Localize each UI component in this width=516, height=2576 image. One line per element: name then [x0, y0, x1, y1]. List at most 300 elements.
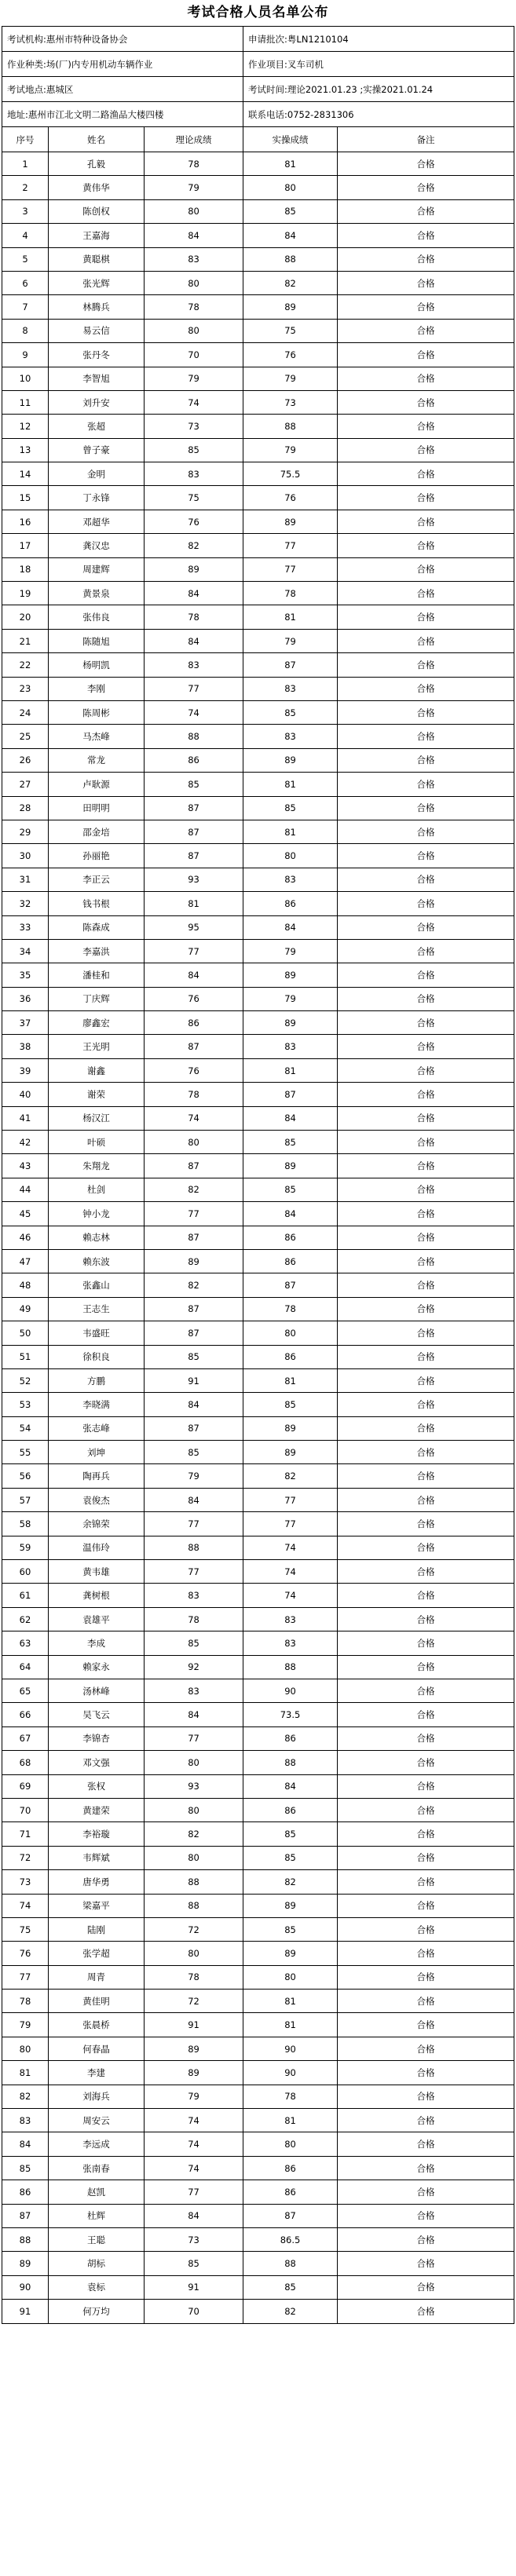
practical-score-cell: 83 [243, 725, 338, 748]
theory-score-cell: 83 [145, 1679, 243, 1703]
row-index-cell: 77 [2, 1965, 49, 1989]
row-index-cell: 47 [2, 1249, 49, 1273]
theory-score-cell: 74 [145, 700, 243, 724]
person-name-cell: 王聪 [49, 2227, 145, 2251]
practical-score-cell: 85 [243, 1131, 338, 1154]
remark-cell: 合格 [338, 2204, 514, 2227]
person-name-cell: 李正云 [49, 868, 145, 891]
practical-score-cell: 77 [243, 557, 338, 581]
practical-score-cell: 86.5 [243, 2227, 338, 2251]
person-name-cell: 刘海兵 [49, 2085, 145, 2108]
remark-cell: 合格 [338, 2061, 514, 2085]
theory-score-cell: 86 [145, 1011, 243, 1035]
person-name-cell: 李嘉洪 [49, 939, 145, 963]
theory-score-cell: 83 [145, 1584, 243, 1607]
row-index-cell: 11 [2, 390, 49, 414]
theory-score-cell: 89 [145, 2061, 243, 2085]
theory-score-cell: 91 [145, 2275, 243, 2299]
row-index-cell: 13 [2, 438, 49, 462]
row-index-cell: 58 [2, 1512, 49, 1536]
row-index-cell: 1 [2, 152, 49, 176]
practical-score-cell: 83 [243, 868, 338, 891]
table-row [2, 1798, 514, 1821]
person-name-cell: 叶硕 [49, 1131, 145, 1154]
theory-score-cell: 77 [145, 1512, 243, 1536]
person-name-cell: 黄景泉 [49, 582, 145, 605]
row-index-cell: 81 [2, 2061, 49, 2085]
remark-cell: 合格 [338, 773, 514, 796]
remark-cell: 合格 [338, 820, 514, 843]
table-row [2, 892, 514, 915]
practical-score-cell: 75 [243, 319, 338, 342]
practical-score-cell: 80 [243, 2132, 338, 2156]
theory-score-cell: 84 [145, 1703, 243, 1726]
theory-score-cell: 80 [145, 1942, 243, 1965]
theory-score-cell: 93 [145, 868, 243, 891]
table-row [2, 1345, 514, 1368]
person-name-cell: 张丹冬 [49, 343, 145, 367]
address-value: 惠州市江北文明二路渔品大楼四楼 [27, 108, 164, 120]
theory-score-cell: 80 [145, 1751, 243, 1774]
theory-score-cell: 77 [145, 1726, 243, 1750]
person-name-cell: 孔毅 [49, 152, 145, 176]
remark-cell: 合格 [338, 343, 514, 367]
person-name-cell: 黄佳明 [49, 1990, 145, 2013]
person-name-cell: 曾子豪 [49, 438, 145, 462]
table-row [2, 152, 514, 176]
remark-cell: 合格 [338, 1488, 514, 1511]
remark-cell: 合格 [338, 1297, 514, 1321]
person-name-cell: 张超 [49, 415, 145, 438]
table-row [2, 1226, 514, 1249]
table-row [2, 247, 514, 271]
remark-cell: 合格 [338, 390, 514, 414]
remark-cell: 合格 [338, 438, 514, 462]
table-row [2, 295, 514, 319]
remark-cell: 合格 [338, 510, 514, 533]
row-index-cell: 90 [2, 2275, 49, 2299]
remark-cell: 合格 [338, 1679, 514, 1703]
remark-cell: 合格 [338, 1202, 514, 1226]
table-row [2, 1035, 514, 1058]
practical-score-cell: 84 [243, 1106, 338, 1130]
row-index-cell: 35 [2, 963, 49, 987]
row-index-cell: 24 [2, 700, 49, 724]
theory-score-cell: 84 [145, 224, 243, 247]
person-name-cell: 杜剑 [49, 1178, 145, 1201]
person-name-cell: 吴飞云 [49, 1703, 145, 1726]
theory-score-cell: 86 [145, 748, 243, 772]
remark-cell: 合格 [338, 271, 514, 294]
row-index-cell: 17 [2, 534, 49, 557]
table-row [2, 2013, 514, 2037]
theory-score-cell: 84 [145, 963, 243, 987]
remark-cell: 合格 [338, 1058, 514, 1082]
remark-cell: 合格 [338, 1822, 514, 1846]
theory-score-cell: 80 [145, 1798, 243, 1821]
table-row [2, 390, 514, 414]
theory-score-cell: 87 [145, 1321, 243, 1345]
theory-score-cell: 82 [145, 1178, 243, 1201]
info-row-category [2, 52, 514, 77]
practical-score-cell: 85 [243, 199, 338, 223]
table-row [2, 1822, 514, 1846]
person-name-cell: 李晓满 [49, 1393, 145, 1416]
work-category-cell [2, 52, 243, 77]
practical-score-cell: 87 [243, 1273, 338, 1297]
remark-cell: 合格 [338, 2013, 514, 2037]
row-index-cell: 8 [2, 319, 49, 342]
row-index-cell: 46 [2, 1226, 49, 1249]
info-row-address [2, 102, 514, 127]
practical-score-cell: 81 [243, 2109, 338, 2132]
remark-cell: 合格 [338, 1178, 514, 1201]
practical-score-cell: 81 [243, 773, 338, 796]
person-name-cell: 杨明凯 [49, 653, 145, 677]
practical-score-cell: 84 [243, 915, 338, 939]
table-row [2, 1106, 514, 1130]
remark-cell: 合格 [338, 629, 514, 652]
row-index-cell: 2 [2, 176, 49, 199]
exam-site-cell [2, 77, 243, 102]
info-row-site [2, 77, 514, 102]
theory-score-cell: 79 [145, 1464, 243, 1488]
person-name-cell: 刘坤 [49, 1441, 145, 1464]
practical-score-cell: 85 [243, 796, 338, 820]
theory-score-cell: 78 [145, 605, 243, 629]
row-index-cell: 78 [2, 1990, 49, 2013]
person-name-cell: 陈创权 [49, 199, 145, 223]
row-index-cell: 73 [2, 1870, 49, 1894]
table-row [2, 987, 514, 1010]
theory-score-cell: 93 [145, 1774, 243, 1798]
practical-score-cell: 88 [243, 247, 338, 271]
table-row [2, 1416, 514, 1440]
theory-score-cell: 88 [145, 1894, 243, 1917]
practical-score-cell: 90 [243, 2061, 338, 2085]
row-index-cell: 60 [2, 1560, 49, 1584]
person-name-cell: 陈森成 [49, 915, 145, 939]
table-row [2, 2300, 514, 2323]
practical-score-cell: 87 [243, 1083, 338, 1106]
row-index-cell: 63 [2, 1631, 49, 1655]
person-name-cell: 余锦荣 [49, 1512, 145, 1536]
practical-score-cell: 82 [243, 2300, 338, 2323]
remark-cell: 合格 [338, 653, 514, 677]
theory-score-cell: 91 [145, 2013, 243, 2037]
remark-cell: 合格 [338, 415, 514, 438]
remark-cell: 合格 [338, 1584, 514, 1607]
row-index-cell: 80 [2, 2037, 49, 2060]
practical-score-cell: 89 [243, 295, 338, 319]
table-row [2, 1560, 514, 1584]
practical-score-cell: 84 [243, 1774, 338, 1798]
row-index-cell: 51 [2, 1345, 49, 1368]
remark-cell: 合格 [338, 2275, 514, 2299]
theory-score-cell: 87 [145, 1226, 243, 1249]
person-name-cell: 何春晶 [49, 2037, 145, 2060]
theory-score-cell: 87 [145, 1035, 243, 1058]
person-name-cell: 丁庆辉 [49, 987, 145, 1010]
person-name-cell: 邓超华 [49, 510, 145, 533]
row-index-cell: 40 [2, 1083, 49, 1106]
row-index-cell: 91 [2, 2300, 49, 2323]
theory-score-cell: 77 [145, 677, 243, 700]
theory-score-cell: 70 [145, 2300, 243, 2323]
table-row [2, 1011, 514, 1035]
practical-score-cell: 82 [243, 1870, 338, 1894]
row-index-cell: 23 [2, 677, 49, 700]
theory-score-cell: 76 [145, 510, 243, 533]
table-row [2, 224, 514, 247]
row-index-cell: 76 [2, 1942, 49, 1965]
practical-score-cell: 89 [243, 1942, 338, 1965]
row-index-cell: 10 [2, 367, 49, 390]
row-index-cell: 3 [2, 199, 49, 223]
table-row [2, 1990, 514, 2013]
work-item-value: 叉车司机 [287, 58, 324, 70]
remark-cell: 合格 [338, 1154, 514, 1178]
person-name-cell: 钱书根 [49, 892, 145, 915]
table-row [2, 1249, 514, 1273]
remark-cell: 合格 [338, 1131, 514, 1154]
address-cell [2, 102, 243, 127]
practical-score-cell: 87 [243, 653, 338, 677]
row-index-cell: 28 [2, 796, 49, 820]
theory-score-cell: 88 [145, 725, 243, 748]
row-index-cell: 65 [2, 1679, 49, 1703]
application-batch-value: 粤LN1210104 [287, 33, 349, 45]
remark-cell: 合格 [338, 557, 514, 581]
row-index-cell: 37 [2, 1011, 49, 1035]
row-index-cell: 49 [2, 1297, 49, 1321]
practical-score-cell: 86 [243, 2180, 338, 2204]
remark-cell: 合格 [338, 1965, 514, 1989]
person-name-cell: 朱翔龙 [49, 1154, 145, 1178]
remark-cell: 合格 [338, 1416, 514, 1440]
table-row [2, 438, 514, 462]
remark-cell: 合格 [338, 1035, 514, 1058]
theory-score-cell: 73 [145, 2227, 243, 2251]
person-name-cell: 黄伟华 [49, 176, 145, 199]
person-name-cell: 唐华勇 [49, 1870, 145, 1894]
person-name-cell: 李成 [49, 1631, 145, 1655]
person-name-cell: 孙丽艳 [49, 844, 145, 868]
theory-score-cell: 84 [145, 1488, 243, 1511]
row-index-cell: 9 [2, 343, 49, 367]
remark-cell: 合格 [338, 844, 514, 868]
practical-score-cell: 86 [243, 892, 338, 915]
table-row [2, 1441, 514, 1464]
theory-score-cell: 76 [145, 987, 243, 1010]
person-name-cell: 陶再兵 [49, 1464, 145, 1488]
table-row [2, 1512, 514, 1536]
person-name-cell: 潘桂和 [49, 963, 145, 987]
row-index-cell: 56 [2, 1464, 49, 1488]
table-row [2, 557, 514, 581]
practical-score-cell: 74 [243, 1560, 338, 1584]
practical-score-cell: 89 [243, 748, 338, 772]
row-index-cell: 7 [2, 295, 49, 319]
practical-score-cell: 73 [243, 390, 338, 414]
table-row [2, 462, 514, 486]
table-row [2, 1273, 514, 1297]
remark-cell: 合格 [338, 1464, 514, 1488]
remark-cell: 合格 [338, 176, 514, 199]
theory-score-cell: 76 [145, 1058, 243, 1082]
remark-cell: 合格 [338, 2156, 514, 2180]
theory-score-cell: 77 [145, 939, 243, 963]
practical-score-cell: 85 [243, 2275, 338, 2299]
practical-score-cell: 80 [243, 844, 338, 868]
table-row [2, 1202, 514, 1226]
remark-cell: 合格 [338, 1226, 514, 1249]
row-index-cell: 82 [2, 2085, 49, 2108]
remark-cell: 合格 [338, 1942, 514, 1965]
column-header-row [2, 127, 514, 152]
theory-score-cell: 74 [145, 1106, 243, 1130]
practical-score-cell: 78 [243, 1297, 338, 1321]
results-table [2, 26, 514, 2324]
person-name-cell: 钟小龙 [49, 1202, 145, 1226]
column-header-remark: 备注 [338, 127, 514, 152]
practical-score-cell: 76 [243, 343, 338, 367]
theory-score-cell: 72 [145, 1917, 243, 1941]
column-header-name: 姓名 [49, 127, 145, 152]
row-index-cell: 67 [2, 1726, 49, 1750]
theory-score-cell: 92 [145, 1655, 243, 1679]
person-name-cell: 胡标 [49, 2252, 145, 2275]
table-row [2, 1393, 514, 1416]
person-name-cell: 田明明 [49, 796, 145, 820]
person-name-cell: 陆刚 [49, 1917, 145, 1941]
person-name-cell: 王志生 [49, 1297, 145, 1321]
table-row [2, 1297, 514, 1321]
practical-score-cell: 84 [243, 1202, 338, 1226]
remark-cell: 合格 [338, 486, 514, 510]
table-row [2, 2132, 514, 2156]
remark-cell: 合格 [338, 1441, 514, 1464]
page-title: 考试合格人员名单公布 [187, 5, 329, 20]
person-name-cell: 常龙 [49, 748, 145, 772]
theory-score-cell: 83 [145, 653, 243, 677]
practical-score-cell: 87 [243, 2204, 338, 2227]
remark-cell: 合格 [338, 582, 514, 605]
theory-score-cell: 88 [145, 1870, 243, 1894]
exam-site-label: 考试地点: [7, 83, 46, 95]
row-index-cell: 27 [2, 773, 49, 796]
remark-cell: 合格 [338, 1512, 514, 1536]
practical-score-cell: 85 [243, 1917, 338, 1941]
table-row [2, 1178, 514, 1201]
theory-score-cell: 84 [145, 1393, 243, 1416]
table-row [2, 2061, 514, 2085]
theory-score-cell: 80 [145, 199, 243, 223]
table-row [2, 677, 514, 700]
theory-score-cell: 87 [145, 1297, 243, 1321]
practical-score-cell: 79 [243, 939, 338, 963]
table-row [2, 534, 514, 557]
row-index-cell: 70 [2, 1798, 49, 1821]
person-name-cell: 邵金培 [49, 820, 145, 843]
person-name-cell: 龚汉忠 [49, 534, 145, 557]
table-row [2, 176, 514, 199]
practical-score-cell: 81 [243, 152, 338, 176]
table-row [2, 700, 514, 724]
row-index-cell: 32 [2, 892, 49, 915]
remark-cell: 合格 [338, 2132, 514, 2156]
row-index-cell: 43 [2, 1154, 49, 1178]
theory-score-cell: 75 [145, 486, 243, 510]
theory-score-cell: 85 [145, 1441, 243, 1464]
table-row [2, 1679, 514, 1703]
row-index-cell: 69 [2, 1774, 49, 1798]
application-batch-label: 申请批次: [248, 33, 287, 45]
row-index-cell: 15 [2, 486, 49, 510]
table-row [2, 773, 514, 796]
row-index-cell: 48 [2, 1273, 49, 1297]
remark-cell: 合格 [338, 1726, 514, 1750]
row-index-cell: 54 [2, 1416, 49, 1440]
person-name-cell: 李建 [49, 2061, 145, 2085]
practical-score-cell: 73.5 [243, 1703, 338, 1726]
table-row [2, 199, 514, 223]
column-header-index: 序号 [2, 127, 49, 152]
row-index-cell: 34 [2, 939, 49, 963]
remark-cell: 合格 [338, 1011, 514, 1035]
row-index-cell: 25 [2, 725, 49, 748]
practical-score-cell: 90 [243, 1679, 338, 1703]
theory-score-cell: 77 [145, 1202, 243, 1226]
practical-score-cell: 86 [243, 1345, 338, 1368]
table-row [2, 1368, 514, 1392]
theory-score-cell: 78 [145, 152, 243, 176]
theory-score-cell: 88 [145, 1536, 243, 1559]
remark-cell: 合格 [338, 1321, 514, 1345]
remark-cell: 合格 [338, 1631, 514, 1655]
remark-cell: 合格 [338, 796, 514, 820]
person-name-cell: 王光明 [49, 1035, 145, 1058]
person-name-cell: 周建辉 [49, 557, 145, 581]
exam-site-value: 惠城区 [46, 83, 74, 95]
theory-score-cell: 80 [145, 271, 243, 294]
remark-cell: 合格 [338, 700, 514, 724]
practical-score-cell: 81 [243, 2013, 338, 2037]
person-name-cell: 李锦杏 [49, 1726, 145, 1750]
person-name-cell: 张南春 [49, 2156, 145, 2180]
row-index-cell: 53 [2, 1393, 49, 1416]
row-index-cell: 29 [2, 820, 49, 843]
table-row [2, 963, 514, 987]
person-name-cell: 杨汉江 [49, 1106, 145, 1130]
remark-cell: 合格 [338, 963, 514, 987]
remark-cell: 合格 [338, 247, 514, 271]
person-name-cell: 张伟良 [49, 605, 145, 629]
person-name-cell: 梁嘉平 [49, 1894, 145, 1917]
table-row [2, 2085, 514, 2108]
theory-score-cell: 79 [145, 367, 243, 390]
person-name-cell: 丁永锋 [49, 486, 145, 510]
row-index-cell: 6 [2, 271, 49, 294]
remark-cell: 合格 [338, 1273, 514, 1297]
person-name-cell: 金明 [49, 462, 145, 486]
person-name-cell: 卢耿源 [49, 773, 145, 796]
remark-cell: 合格 [338, 1703, 514, 1726]
theory-score-cell: 74 [145, 2156, 243, 2180]
row-index-cell: 45 [2, 1202, 49, 1226]
remark-cell: 合格 [338, 2037, 514, 2060]
row-index-cell: 62 [2, 1607, 49, 1631]
